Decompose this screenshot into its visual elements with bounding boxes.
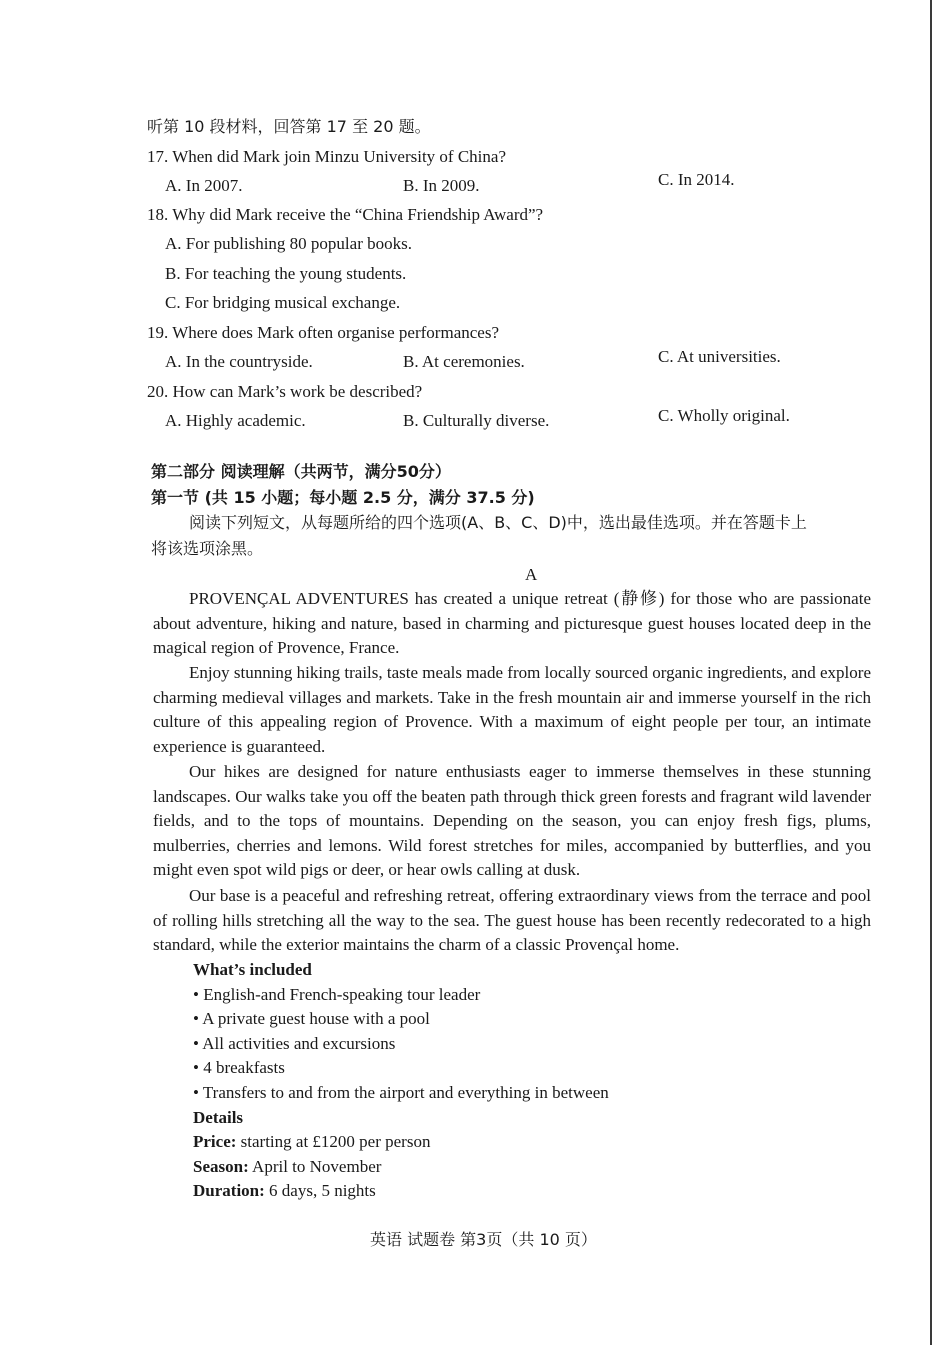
instructions-line-2: 将该选项涂黑。 xyxy=(151,539,264,558)
question-20-option-c: C. Wholly original. xyxy=(658,406,790,425)
section-one-title: 第一节 (共 15 小题；每小题 2.5 分，满分 37.5 分) xyxy=(151,488,535,507)
question-18-option-a: A. For publishing 80 popular books. xyxy=(165,234,412,253)
part-two-title: 第二部分 阅读理解（共两节，满分50分） xyxy=(151,462,451,481)
season-label: Season: xyxy=(193,1156,249,1176)
details-duration xyxy=(193,1179,609,1204)
duration-label: Duration: xyxy=(193,1181,265,1201)
passage-paragraph-1: PROVENÇAL ADVENTURES has created a unique retreat (静修) for those who are passionate about adventure, hiking and nature, based in charming and picturesque guest houses located deep in the magical region of Provence, France. xyxy=(153,589,871,658)
question-17-option-b: B. In 2009. xyxy=(403,176,480,195)
question-18: 18. Why did Mark receive the “China Friendship Award”? xyxy=(147,205,544,224)
question-19-option-b: B. At ceremonies. xyxy=(403,352,525,371)
page-edge-line xyxy=(930,0,932,1345)
price-label: Price: xyxy=(193,1132,237,1152)
passage-label: A xyxy=(525,565,538,584)
question-18-option-b: B. For teaching the young students. xyxy=(165,264,407,283)
question-17-option-c: C. In 2014. xyxy=(658,170,735,189)
included-item: • All activities and excursions xyxy=(193,1033,396,1053)
question-17: 17. When did Mark join Minzu University of China? xyxy=(147,147,506,166)
included-item: • English-and French-speaking tour leader xyxy=(193,984,481,1004)
listening-intro: 听第 10 段材料，回答第 17 至 20 题。 xyxy=(147,117,431,136)
question-19-option-a: A. In the countryside. xyxy=(165,352,313,371)
details-season xyxy=(193,1155,609,1180)
price-value: starting at £1200 per person xyxy=(236,1132,431,1152)
passage-paragraph-4: Our base is a peaceful and refreshing retreat, offering extraordinary views from the terrace and pool of rolling hills stretching all the way to the sea. The guest house has been recently redecorated to a high standard, while the exterior maintains the charm of a classic Provençal home. xyxy=(153,886,871,955)
instructions-line-1: 阅读下列短文，从每题所给的四个选项(A、B、C、D)中，选出最佳选项。并在答题卡上 xyxy=(189,513,807,532)
included-list xyxy=(193,958,609,1204)
question-20-option-b: B. Culturally diverse. xyxy=(403,411,550,430)
details-price xyxy=(193,1130,609,1155)
question-18-option-c: C. For bridging musical exchange. xyxy=(165,293,401,312)
passage-paragraph-2: Enjoy stunning hiking trails, taste meals made from locally sourced organic ingredients, and explore charming medieval villages and markets. Take in the fresh mountain air and immerse yourself in the rich culture of this appealing region of Provence. With a maximum of eight people per tour, an intimate experience is guaranteed. xyxy=(153,663,871,756)
passage-paragraph-3: Our hikes are designed for nature enthusiasts eager to immerse themselves in these stunning landscapes. Our walks take you off the beaten path through thick green forests and fragrant wild lavender fields, and to the tops of mountains. Depending on the season, you can enjoy fresh figs, plums, mulberries, cherries and lemons. Wild forest stretches for miles, accompanied by butterflies, and you might even spot wild pigs or deer, or hear owls calling at dusk. xyxy=(153,762,871,880)
question-17-option-a: A. In 2007. xyxy=(165,176,243,195)
question-19-option-c: C. At universities. xyxy=(658,347,781,366)
question-19: 19. Where does Mark often organise performances? xyxy=(147,323,499,342)
included-item: • A private guest house with a pool xyxy=(193,1009,430,1029)
details-heading: Details xyxy=(193,1107,244,1127)
question-20-option-a: A. Highly academic. xyxy=(165,411,306,430)
included-heading: What’s included xyxy=(193,960,312,979)
question-20: 20. How can Mark’s work be described? xyxy=(147,382,423,401)
page-footer: 英语 试题卷 第3页（共 10 页） xyxy=(370,1230,597,1249)
season-value: April to November xyxy=(248,1156,382,1176)
included-item: • Transfers to and from the airport and everything in between xyxy=(193,1082,609,1102)
included-item: • 4 breakfasts xyxy=(193,1058,285,1078)
duration-value: 6 days, 5 nights xyxy=(264,1181,376,1201)
